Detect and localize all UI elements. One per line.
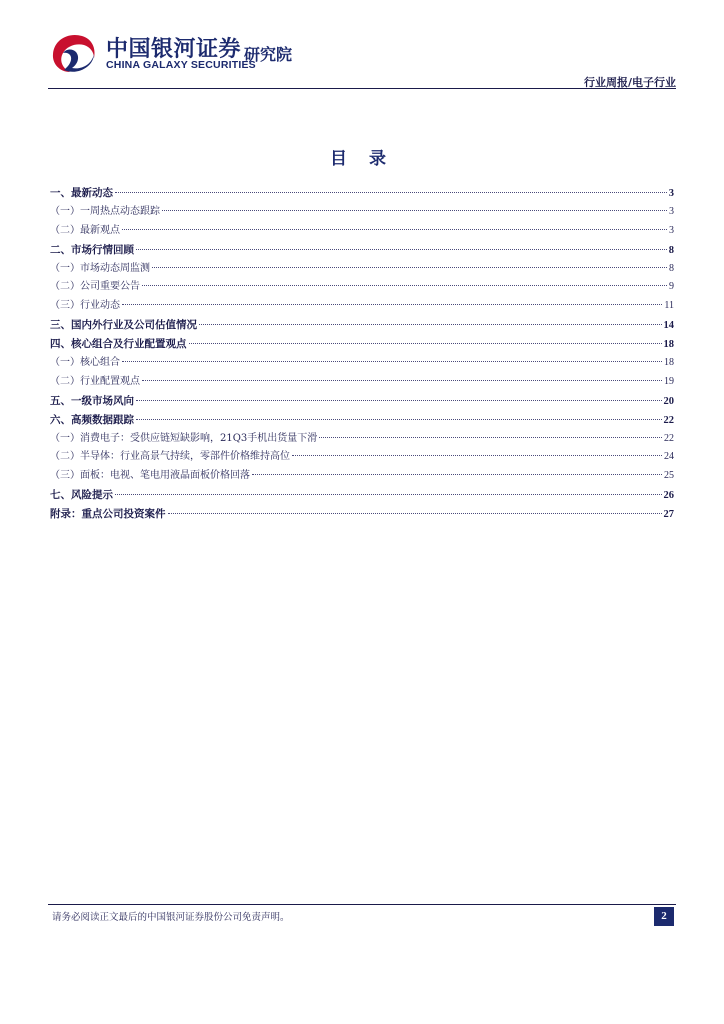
toc-entry-page: 20 xyxy=(663,395,674,407)
toc-leader-dots xyxy=(142,380,662,381)
toc-entry-page: 26 xyxy=(663,490,674,502)
toc-leader-dots xyxy=(115,494,662,495)
toc-entry[interactable] xyxy=(50,203,674,222)
toc-entry[interactable] xyxy=(50,373,674,392)
toc-leader-dots xyxy=(136,249,667,250)
toc-leader-dots xyxy=(189,343,662,344)
toc-entry[interactable] xyxy=(50,505,674,524)
toc-leader-dots xyxy=(152,267,667,268)
toc-entry-title: 二、市场行情回顾 xyxy=(50,243,134,256)
toc-entry-page: 8 xyxy=(669,262,674,274)
toc-entry-title: 一、最新动态 xyxy=(50,187,113,199)
toc-leader-dots xyxy=(122,229,667,230)
toc-entry-page: 3 xyxy=(669,205,674,217)
page-header xyxy=(48,28,676,90)
toc-entry[interactable] xyxy=(50,486,674,505)
toc-entry-page: 18 xyxy=(664,357,674,369)
header-divider xyxy=(48,88,676,89)
toc-entry-page: 3 xyxy=(669,224,674,236)
toc-entry-page: 22 xyxy=(664,432,674,444)
toc-leader-dots xyxy=(252,474,662,475)
toc-entry-title: （一）核心组合 xyxy=(50,357,120,369)
toc-entry[interactable] xyxy=(50,278,674,297)
logo-chinese-name: 中国银河证券 xyxy=(106,37,242,62)
toc-entry-page: 11 xyxy=(664,300,674,312)
toc-leader-dots xyxy=(115,192,667,193)
toc-entry-title: 附录：重点公司投资案件 xyxy=(50,508,166,521)
toc-leader-dots xyxy=(199,324,662,325)
toc-leader-dots xyxy=(292,455,662,456)
toc-entry-title: （二）行业配置观点 xyxy=(50,375,140,387)
toc-leader-dots xyxy=(168,513,662,514)
toc-entry-title: （三）面板：电视、笔电用液晶面板价格回落 xyxy=(50,470,250,482)
toc-entry-page: 8 xyxy=(668,244,674,256)
page-number: 2 xyxy=(654,907,674,926)
toc-entry[interactable] xyxy=(50,354,674,373)
toc-entry-title: 四、核心组合及行业配置观点 xyxy=(50,338,187,351)
toc-entry-title: （一）市场动态周监测 xyxy=(50,262,150,274)
toc-entry-title: （一）消费电子：受供应链短缺影响，21Q3手机出货量下滑 xyxy=(50,432,318,444)
document-type: 行业周报/电子行业 xyxy=(583,76,676,89)
toc-leader-dots xyxy=(136,400,662,401)
toc-entry-page: 27 xyxy=(663,509,674,521)
table-of-contents xyxy=(50,184,674,524)
toc-entry-title: 五、一级市场风向 xyxy=(50,394,134,407)
toc-leader-dots xyxy=(122,361,662,362)
toc-entry[interactable] xyxy=(50,467,674,486)
toc-entry-title: （二）最新观点 xyxy=(50,224,120,236)
toc-entry[interactable] xyxy=(50,411,674,430)
logo-english-name: CHINA GALAXY SECURITIES xyxy=(106,59,256,71)
toc-entry[interactable] xyxy=(50,335,674,354)
toc-leader-dots xyxy=(122,304,662,305)
toc-entry-page: 25 xyxy=(664,470,674,482)
toc-entry[interactable] xyxy=(50,392,674,411)
institute-label: 研究院 xyxy=(244,45,293,64)
toc-entry[interactable] xyxy=(50,297,674,316)
footer-divider xyxy=(48,904,676,905)
toc-leader-dots xyxy=(162,210,667,211)
toc-entry[interactable] xyxy=(50,430,674,449)
toc-entry-page: 22 xyxy=(663,414,674,426)
toc-entry-page: 18 xyxy=(663,339,674,351)
toc-entry[interactable] xyxy=(50,448,674,467)
toc-entry[interactable] xyxy=(50,222,674,241)
toc-entry-page: 9 xyxy=(669,281,674,293)
toc-entry-title: （三）行业动态 xyxy=(50,300,120,312)
toc-entry-page: 24 xyxy=(664,451,674,463)
toc-entry[interactable] xyxy=(50,241,674,260)
toc-entry-title: （二）半导体：行业高景气持续，零部件价格维持高位 xyxy=(50,451,290,463)
toc-entry-title: 三、国内外行业及公司估值情况 xyxy=(50,319,197,332)
toc-leader-dots xyxy=(319,437,662,438)
toc-entry-title: （二）公司重要公告 xyxy=(50,281,140,293)
toc-entry-page: 14 xyxy=(663,320,674,332)
toc-entry-page: 3 xyxy=(668,188,674,199)
toc-leader-dots xyxy=(136,419,662,420)
toc-entry-page: 19 xyxy=(664,375,674,387)
toc-entry[interactable] xyxy=(50,316,674,335)
toc-entry[interactable] xyxy=(50,184,674,203)
galaxy-logo-icon xyxy=(48,30,98,76)
toc-leader-dots xyxy=(142,285,667,286)
toc-entry-title: （一）一周热点动态跟踪 xyxy=(50,205,160,217)
toc-title: 目 录 xyxy=(330,149,394,169)
footer-disclaimer: 请务必阅读正文最后的中国银河证券股份公司免责声明。 xyxy=(52,912,290,923)
toc-entry-title: 七、风险提示 xyxy=(50,489,113,502)
toc-entry-title: 六、高频数据跟踪 xyxy=(50,413,134,426)
toc-entry[interactable] xyxy=(50,260,674,279)
